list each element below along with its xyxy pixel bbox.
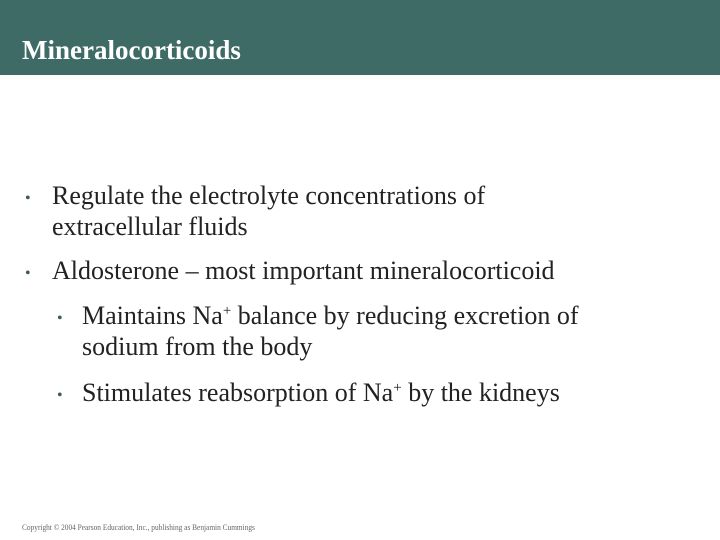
- superscript-plus: +: [393, 380, 402, 396]
- sub-bullet-marker: •: [57, 387, 63, 404]
- bullet-text-line: Aldosterone – most important mineralocorticoid: [52, 256, 555, 285]
- copyright-footer: Copyright © 2004 Pearson Education, Inc., publishing as Benjamin Cummings: [22, 523, 255, 532]
- bullet-text-line: extracellular fluids: [52, 212, 248, 241]
- bullet-marker: •: [25, 265, 31, 282]
- sub-bullet-maintains-na-balance: [82, 300, 579, 362]
- text-fragment: Stimulates reabsorption of Na: [82, 378, 394, 407]
- bullet-text-line: sodium from the body: [82, 332, 313, 361]
- text-fragment: balance by reducing excretion of: [231, 301, 579, 330]
- text-fragment: Maintains Na: [82, 301, 223, 330]
- bullet-text-line: [82, 300, 579, 331]
- bullet-regulate-electrolytes: [52, 180, 485, 242]
- bullet-text-line: [82, 377, 560, 408]
- title-bar: [0, 0, 720, 75]
- bullet-text-line: Regulate the electrolyte concentrations of: [52, 181, 486, 210]
- slide-title: Mineralocorticoids: [22, 35, 241, 65]
- sub-bullet-marker: •: [57, 310, 63, 327]
- text-fragment: by the kidneys: [401, 378, 560, 407]
- sub-bullet-stimulates-reabsorption: [82, 377, 560, 408]
- bullet-aldosterone: [52, 255, 555, 286]
- bullet-marker: •: [25, 190, 31, 207]
- superscript-plus: +: [222, 303, 232, 319]
